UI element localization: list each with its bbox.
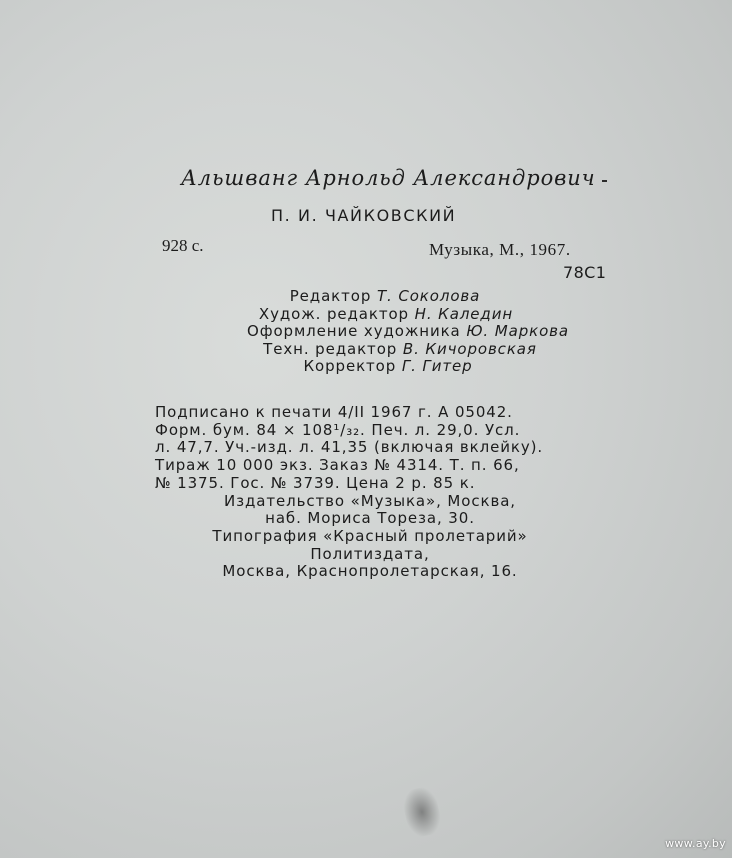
publisher-line: Издательство «Музыка», Москва,: [224, 491, 516, 510]
credit-line: [160, 306, 620, 324]
author-name: Альшванг Арнольд Александрович: [181, 166, 596, 190]
site-watermark: www.ay.by: [665, 837, 726, 850]
credit-name: В. Кичоровская: [402, 339, 537, 358]
credit-line: [160, 323, 620, 341]
book-title: П. И. ЧАЙКОВСКИЙ: [271, 206, 457, 225]
credit-line: [160, 341, 620, 359]
imprint-block: [155, 404, 615, 581]
credit-name: Т. Соколова: [376, 287, 481, 305]
ink-smudge: [400, 785, 443, 839]
credit-name: Ю. Маркова: [466, 322, 569, 340]
credit-role: Техн. редактор: [263, 339, 398, 358]
publisher-line: наб. Мориса Тореза, 30.: [265, 509, 475, 528]
credit-name: Г. Гитер: [401, 357, 473, 375]
imprint-line: № 1375. Гос. № 3739. Цена 2 р. 85 к.: [155, 473, 476, 492]
credit-role: Худож. редактор: [258, 304, 409, 323]
imprint-line: Подписано к печати 4/II 1967 г. А 05042.: [155, 403, 513, 421]
publisher-city-year: Музыка, М., 1967.: [429, 240, 571, 259]
credit-role: Оформление художника: [247, 322, 461, 340]
printer-line: Москва, Краснопролетарская, 16.: [222, 562, 518, 581]
imprint-line: л. 47,7. Уч.-изд. л. 41,35 (включая вклейку).: [155, 438, 544, 457]
credit-line: [160, 358, 620, 376]
credit-line: [160, 288, 620, 306]
imprint-line: Форм. бум. 84 × 108¹/₃₂. Печ. л. 29,0. Усл.: [155, 420, 521, 439]
printer-line: Политиздата,: [310, 544, 430, 563]
printer-line: Типография «Красный пролетарий»: [212, 526, 528, 545]
credit-name: Н. Каледин: [414, 304, 514, 323]
credits-block: [160, 288, 620, 376]
pen-mark: [602, 180, 607, 182]
classification-code: 78С1: [563, 263, 607, 282]
page-count: 928 с.: [162, 236, 204, 255]
imprint-line: Тираж 10 000 экз. Заказ № 4314. Т. п. 66,: [155, 456, 520, 475]
credit-role: Корректор: [303, 357, 397, 375]
credit-role: Редактор: [289, 287, 372, 305]
